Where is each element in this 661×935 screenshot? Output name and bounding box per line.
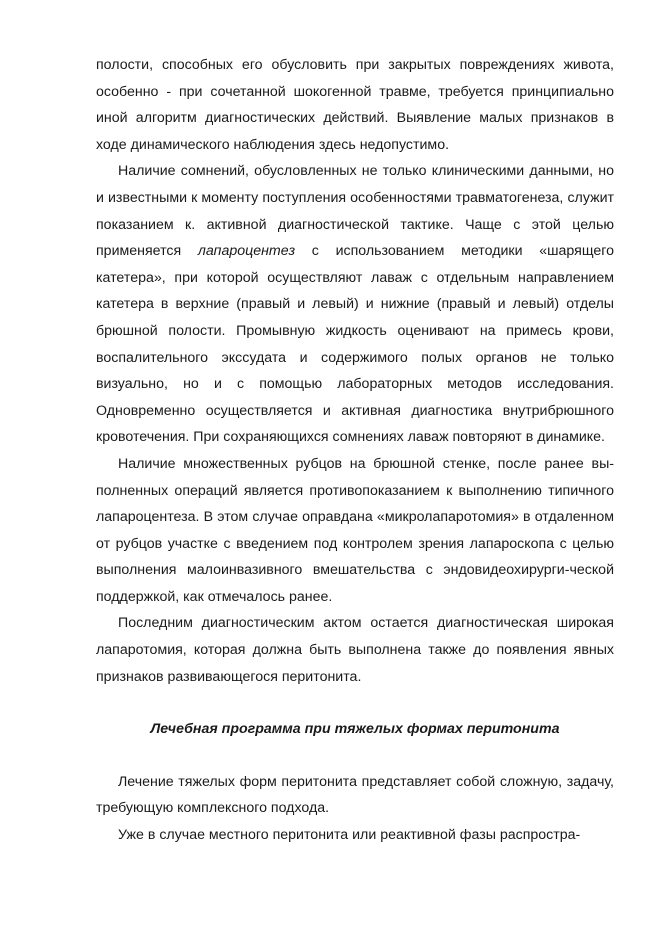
paragraph-laparotomy: Последним диагностическим актом остается диагностическая широкая лапаротомия, которая должна быть выполнена также до появления явных признаков развивающегося перитонита.: [96, 615, 614, 685]
paragraph-text-before: Наличие сомнений, обусловленных не только клиническими данными, но и известными к моменту поступления особенностями травматогенеза, служит показанием к. активной диагностической тактике. Чаще с этой целью применяется: [96, 163, 614, 260]
paragraph-treatment: Лечение тяжелых форм перитонита представляет собой сложную, задачу, требующую комплексного подхода.: [96, 773, 614, 817]
paragraph-scars: Наличие множественных рубцов на брюшной стенке, после ранее вы-полненных операций является противопоказанием к выполнению типичного лапароцентеза. В этом случае оправдана «микролапаротомия» в отдаленном от рубцов участке с введением под контролем зрения лапароскопа с целью выполнения малоинвазивного вмешательства с эндовидеохирурги-ческой поддержкой, как отмечалось ранее.: [96, 455, 614, 605]
body-text: [96, 52, 614, 849]
section-heading: Лечебная программа при тяжелых формах перитонита: [150, 721, 560, 738]
emphasized-term: лапароцентез: [197, 243, 296, 260]
paragraph-continuation: полости, способных его обусловить при закрытых повреждениях живота, особенно - при сочетанной шокогенной травме, требуется принципиально иной алгоритм диагностических действий. Выявление малых признаков в ходе динамического наблюдения здесь недопустимо.: [96, 57, 614, 153]
paragraph-text-after: с использованием методики «шарящего катетера», при которой осуществляют лаваж с отдельным направлением катетера в верхние (правый и левый) и нижние (правый и левый) отделы брюшной полости. Промывную жидкость оценивают на примесь крови, воспалительного экссудата и содержимого полых органов не только визуально, но и с помощью лабораторных методов исследования. Одновременно осуществляется и активная диагностика внутрибрюшного кровотечения. При сохраняющихся сомнениях лаваж повторяют в динамике.: [96, 243, 614, 446]
paragraph-local-peritonitis: Уже в случае местного перитонита или реактивной фазы распростра-: [118, 827, 581, 844]
paragraph-diagnostic-tactics: [96, 158, 614, 451]
